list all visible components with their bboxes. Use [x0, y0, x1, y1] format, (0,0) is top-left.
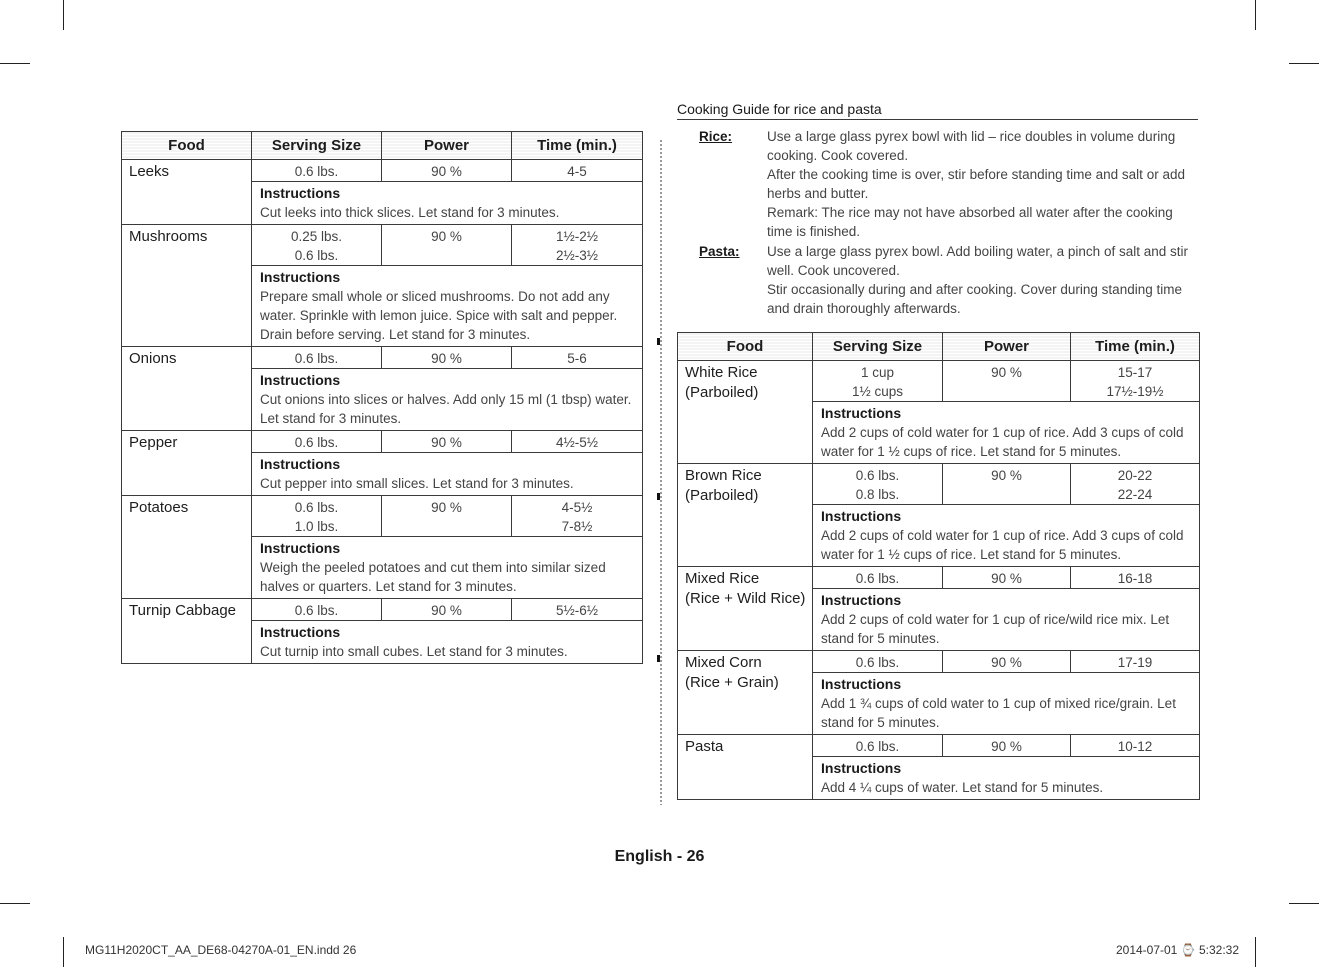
time-value: 4½-5½ — [555, 435, 599, 450]
serving-size: 0.6 lbs. — [855, 739, 900, 754]
serving-size-cell — [252, 225, 382, 266]
instructions-text: Weigh the peeled potatoes and cut them into similar sized halves or quarters. Let stand for 3 minutes. — [260, 560, 606, 594]
header-power: Power — [382, 132, 512, 160]
header-time: Time (min.) — [512, 132, 643, 160]
power-value: 90 % — [991, 468, 1022, 483]
food-name: (Rice + Wild Rice) — [685, 590, 806, 607]
serving-size-cell — [252, 431, 382, 453]
instructions-heading: Instructions — [260, 456, 341, 472]
instructions-heading: Instructions — [260, 624, 341, 640]
instructions-text: Add 2 cups of cold water for 1 cup of rice/wild rice mix. Let stand for 5 minutes. — [821, 612, 1170, 646]
serving-size-cell — [252, 160, 382, 182]
crop-mark — [0, 903, 30, 904]
food-cell — [678, 464, 813, 567]
food-cell — [678, 567, 813, 651]
food-name: (Rice + Grain) — [685, 674, 779, 691]
section-title: Cooking Guide for rice and pasta — [677, 101, 1198, 120]
time-value: 4-5½ — [561, 500, 593, 515]
time-value: 10-12 — [1117, 739, 1153, 754]
rice-paragraph: Use a large glass pyrex bowl with lid – rice doubles in volume during cooking. Cook covered. — [767, 129, 1176, 163]
table-row — [122, 225, 643, 266]
footer-timestamp: 2014-07-01 ⌚ 5:32:32 — [1115, 943, 1239, 957]
power-cell — [382, 431, 512, 453]
power-cell — [382, 347, 512, 369]
crop-mark — [63, 937, 64, 967]
time-value: 5-6 — [567, 351, 587, 366]
serving-size: 0.6 lbs. — [855, 655, 900, 670]
time-value: 17-19 — [1117, 655, 1153, 670]
time-cell — [512, 431, 643, 453]
instructions-cell — [252, 266, 643, 347]
time-cell — [1071, 361, 1200, 402]
time-cell — [512, 599, 643, 621]
serving-size: 0.6 lbs. — [294, 351, 339, 366]
instructions-heading: Instructions — [821, 592, 902, 608]
instructions-cell — [813, 757, 1200, 800]
header-power: Power — [943, 333, 1071, 361]
serving-size-cell — [813, 651, 943, 673]
power-value: 90 % — [991, 365, 1022, 380]
food-cell — [122, 431, 252, 496]
time-cell — [512, 225, 643, 266]
food-cell — [678, 651, 813, 735]
footer-filename: MG11H2020CT_AA_DE68-04270A-01_EN.indd 26 — [85, 943, 357, 957]
serving-size-cell — [252, 347, 382, 369]
header-time: Time (min.) — [1071, 333, 1200, 361]
time-cell — [512, 496, 643, 537]
serving-size: 1 cup — [860, 365, 895, 380]
food-cell — [122, 347, 252, 431]
time-cell — [512, 160, 643, 182]
instructions-cell — [813, 505, 1200, 567]
time-cell — [1071, 567, 1200, 589]
serving-size-cell — [252, 496, 382, 537]
instructions-text: Cut pepper into small slices. Let stand for 3 minutes. — [260, 476, 574, 491]
table-body — [678, 361, 1200, 800]
power-value: 90 % — [431, 435, 462, 450]
rice-paragraph: Remark: The rice may not have absorbed all water after the cooking time is finished. — [767, 205, 1173, 239]
table-row — [122, 347, 643, 369]
table-row — [678, 735, 1200, 757]
power-value: 90 % — [431, 500, 462, 515]
crop-mark — [63, 0, 64, 30]
serving-size-cell — [813, 361, 943, 402]
time-cell — [1071, 651, 1200, 673]
table-row — [122, 431, 643, 453]
serving-size-cell — [813, 567, 943, 589]
food-cell — [122, 496, 252, 599]
food-name: Mixed Rice — [685, 570, 760, 587]
power-value: 90 % — [431, 351, 462, 366]
table-row — [678, 567, 1200, 589]
food-cell — [122, 160, 252, 225]
header-food: Food — [122, 132, 252, 160]
instructions-text: Add 1 ¾ cups of cold water to 1 cup of mixed rice/grain. Let stand for 5 minutes. — [821, 696, 1176, 730]
crop-mark — [1289, 63, 1319, 64]
power-value: 90 % — [991, 571, 1022, 586]
instructions-cell — [252, 537, 643, 599]
power-value: 90 % — [991, 739, 1022, 754]
serving-size: 0.6 lbs. — [855, 571, 900, 586]
serving-size: 0.6 lbs. — [294, 435, 339, 450]
instructions-cell — [252, 369, 643, 431]
serving-size-cell — [252, 599, 382, 621]
rice-paragraph: After the cooking time is over, stir before standing time and salt or add herbs and butter. — [767, 167, 1185, 201]
power-cell — [943, 567, 1071, 589]
rice-label: Rice: — [699, 129, 733, 144]
time-cell — [512, 347, 643, 369]
food-name: Pepper — [129, 434, 178, 451]
instructions-heading: Instructions — [821, 405, 902, 421]
table-row — [678, 361, 1200, 402]
food-cell — [678, 735, 813, 800]
food-name: Mushrooms — [129, 228, 208, 245]
pasta-paragraph: Use a large glass pyrex bowl. Add boiling water, a pinch of salt and stir well. Cook uncovered. — [767, 244, 1188, 278]
time-value: 22-24 — [1117, 487, 1153, 502]
serving-size: 1.0 lbs. — [294, 519, 339, 534]
power-cell — [382, 225, 512, 266]
serving-size-cell — [813, 464, 943, 505]
instructions-heading: Instructions — [260, 269, 341, 285]
table-row — [678, 651, 1200, 673]
time-value: 15-17 — [1117, 365, 1153, 380]
instructions-cell — [252, 453, 643, 496]
serving-size: 0.6 lbs. — [294, 603, 339, 618]
registration-mark — [657, 493, 660, 500]
serving-size: 0.8 lbs. — [855, 487, 900, 502]
power-value: 90 % — [431, 229, 462, 244]
food-name: White Rice — [685, 364, 758, 381]
serving-size: 0.6 lbs. — [294, 248, 339, 263]
header-serving-size: Serving Size — [813, 333, 943, 361]
instructions-text: Add 4 ¼ cups of water. Let stand for 5 minutes. — [821, 780, 1104, 795]
instructions-cell — [813, 589, 1200, 651]
crop-mark — [1289, 903, 1319, 904]
food-cell — [122, 225, 252, 347]
food-name: Onions — [129, 350, 177, 367]
rice-pasta-cooking-table — [677, 332, 1200, 800]
power-value: 90 % — [431, 603, 462, 618]
instructions-text: Cut leeks into thick slices. Let stand for 3 minutes. — [260, 205, 560, 220]
food-name: (Parboiled) — [685, 487, 759, 504]
time-cell — [1071, 735, 1200, 757]
header-food: Food — [678, 333, 813, 361]
instructions-cell — [813, 402, 1200, 464]
instructions-heading: Instructions — [260, 540, 341, 556]
table-row — [122, 599, 643, 621]
instructions-cell — [813, 673, 1200, 735]
time-value: 20-22 — [1117, 468, 1153, 483]
power-cell — [943, 361, 1071, 402]
food-name: Brown Rice — [685, 467, 762, 484]
time-value: 17½-19½ — [1106, 384, 1164, 399]
food-name: (Parboiled) — [685, 384, 759, 401]
time-value: 1½-2½ — [555, 229, 599, 244]
food-name: Potatoes — [129, 499, 189, 516]
serving-size: 0.6 lbs. — [855, 468, 900, 483]
crop-mark — [1255, 0, 1256, 30]
time-value: 7-8½ — [561, 519, 593, 534]
food-name: Turnip Cabbage — [129, 602, 237, 619]
food-cell — [678, 361, 813, 464]
serving-size-cell — [813, 735, 943, 757]
instructions-text: Cut onions into slices or halves. Add only 15 ml (1 tbsp) water. Let stand for 3 minutes. — [260, 392, 632, 426]
food-name: Leeks — [129, 163, 170, 180]
power-cell — [382, 599, 512, 621]
food-name: Mixed Corn — [685, 654, 762, 671]
time-value: 5½-6½ — [555, 603, 599, 618]
table-row — [122, 160, 643, 182]
table-row — [678, 464, 1200, 505]
table-row — [122, 496, 643, 537]
time-value: 2½-3½ — [555, 248, 599, 263]
instructions-text: Prepare small whole or sliced mushrooms. Do not add any water. Sprinkle with lemon juice. Spice with salt and pepper. Drain before serving. Let stand for 3 minutes. — [260, 289, 618, 342]
instructions-text: Add 2 cups of cold water for 1 cup of rice. Add 3 cups of cold water for 1 ½ cups of rice. Let stand for 5 minutes. — [821, 425, 1184, 459]
pasta-label: Pasta: — [699, 244, 740, 259]
time-value: 4-5 — [567, 164, 587, 179]
instructions-heading: Instructions — [260, 185, 341, 201]
column-divider — [660, 140, 662, 805]
time-cell — [1071, 464, 1200, 505]
time-value: 16-18 — [1117, 571, 1153, 586]
power-cell — [943, 464, 1071, 505]
serving-size: 0.6 lbs. — [294, 164, 339, 179]
food-cell — [122, 599, 252, 664]
pasta-paragraph: Stir occasionally during and after cooking. Cover during standing time and drain thoroughly afterwards. — [767, 282, 1182, 316]
registration-mark — [657, 655, 660, 662]
instructions-text: Add 2 cups of cold water for 1 cup of rice. Add 3 cups of cold water for 1 ½ cups of rice. Let stand for 5 minutes. — [821, 528, 1184, 562]
power-cell — [943, 651, 1071, 673]
serving-size: 0.6 lbs. — [294, 500, 339, 515]
power-value: 90 % — [431, 164, 462, 179]
serving-size: 1½ cups — [851, 384, 904, 399]
instructions-heading: Instructions — [821, 760, 902, 776]
registration-mark — [657, 338, 660, 345]
crop-mark — [0, 63, 30, 64]
power-value: 90 % — [991, 655, 1022, 670]
page-number: English - 26 — [614, 848, 705, 865]
power-cell — [382, 160, 512, 182]
header-serving-size: Serving Size — [252, 132, 382, 160]
instructions-text: Cut turnip into small cubes. Let stand for 3 minutes. — [260, 644, 568, 659]
instructions-heading: Instructions — [821, 676, 902, 692]
power-cell — [382, 496, 512, 537]
table-body — [122, 160, 643, 664]
vegetable-cooking-table — [121, 131, 643, 664]
instructions-cell — [252, 182, 643, 225]
food-name: Pasta — [685, 738, 724, 755]
power-cell — [943, 735, 1071, 757]
instructions-heading: Instructions — [821, 508, 902, 524]
serving-size: 0.25 lbs. — [290, 229, 343, 244]
instructions-heading: Instructions — [260, 372, 341, 388]
crop-mark — [1255, 937, 1256, 967]
instructions-cell — [252, 621, 643, 664]
